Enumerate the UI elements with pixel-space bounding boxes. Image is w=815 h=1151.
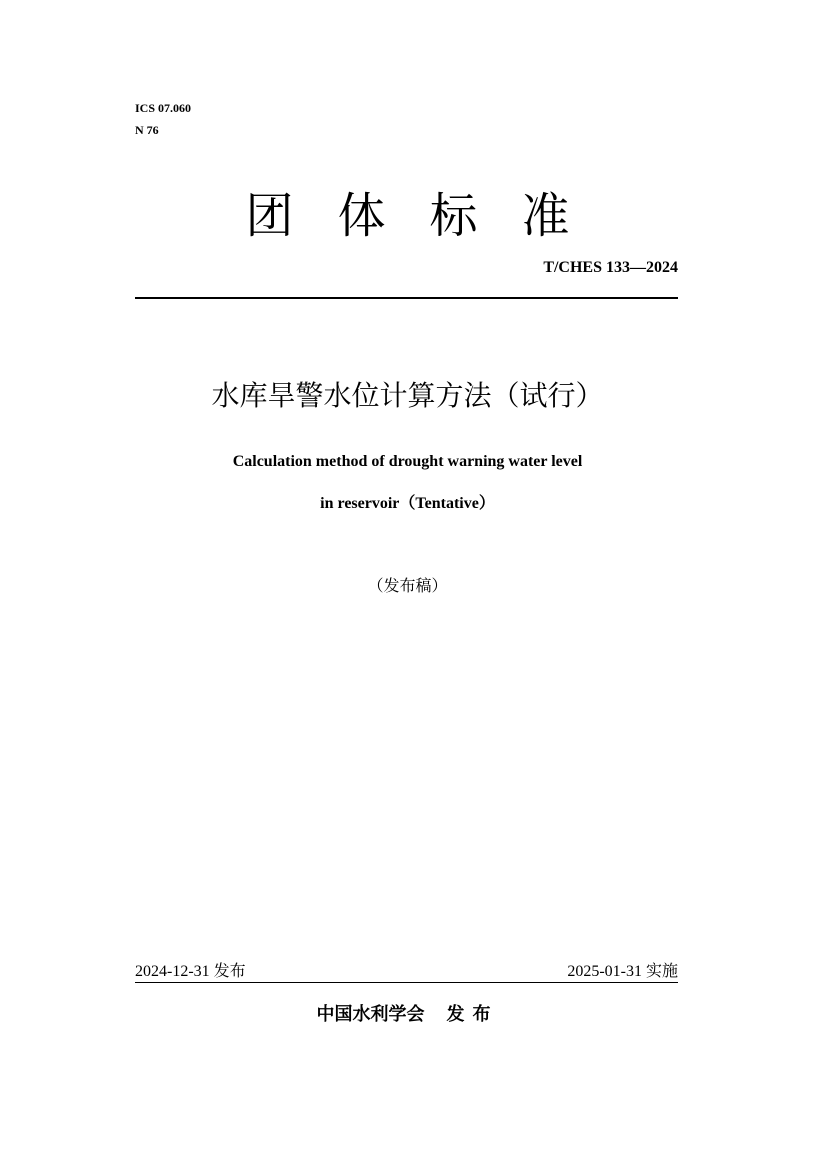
title-english-line-1: Calculation method of drought warning water level xyxy=(232,453,583,470)
publisher-action: 发布 xyxy=(446,1004,499,1025)
header-divider xyxy=(135,297,678,299)
publisher-name: 中国水利学会 xyxy=(316,1004,425,1025)
title-english-line-2: in reservoir（Tentative） xyxy=(320,495,495,512)
standard-type-heading: 团体标准 xyxy=(245,188,614,244)
publisher-line xyxy=(0,1002,815,1028)
title-chinese: 水库旱警水位计算方法（试行） xyxy=(211,379,604,412)
issue-date: 2024-12-31 发布 xyxy=(135,963,246,980)
implementation-date: 2025-01-31 实施 xyxy=(567,963,678,980)
standard-number: T/CHES 133—2024 xyxy=(543,259,678,276)
draft-status: （发布稿） xyxy=(367,578,448,595)
footer-divider xyxy=(135,982,678,983)
ccs-code: N 76 xyxy=(135,123,159,137)
ics-code: ICS 07.060 xyxy=(135,101,192,115)
